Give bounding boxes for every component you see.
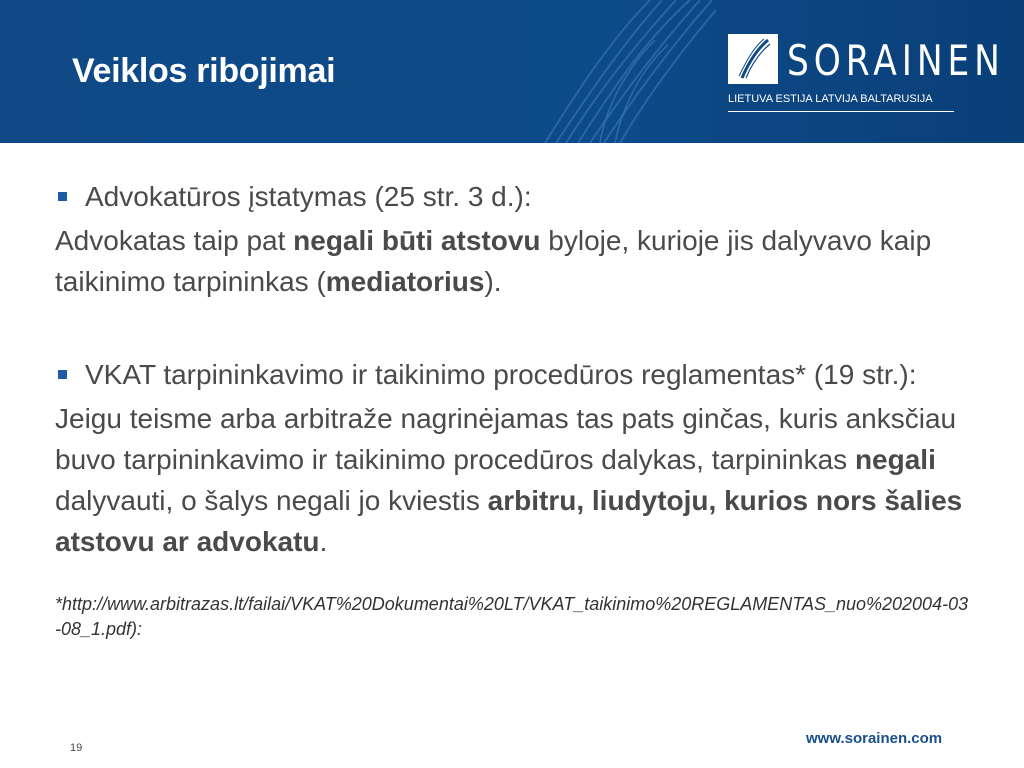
slide-body (55, 178, 970, 642)
paragraph-bold-text: mediatorius (325, 266, 485, 297)
paragraph-text: ). (484, 266, 502, 297)
page-number: 19 (70, 742, 83, 754)
bullet-text: VKAT tarpininkavimo ir taikinimo procedūros reglamentas* (19 str.): (85, 359, 917, 390)
square-bullet-icon (58, 370, 67, 379)
paragraph-text: . (319, 526, 328, 557)
footnote-link-text: *http://www.arbitrazas.lt/failai/VKAT%20Dokumentai%20LT/VKAT_taikinimo%20REGLAMENTAS_nuo%202004-03-08_1.pdf): (55, 594, 969, 639)
paragraph-text: byloje, kurioje jis dalyvavo kaip taikinimo tarpininkas ( (55, 225, 932, 297)
paragraph-text: dalyvauti, o šalys negali jo kviestis (55, 485, 488, 516)
paragraph-text: Jeigu teisme arba arbitraže nagrinėjamas tas pats ginčas, kuris anksčiau buvo tarpininkavimo ir taikinimo procedūros dalykas, tarpininkas (55, 403, 957, 475)
paragraph-text: Advokatas taip pat (55, 225, 294, 256)
slide-title: Veiklos ribojimai (72, 52, 336, 90)
paragraph (55, 398, 970, 562)
sorainen-logo-mark (728, 34, 778, 84)
logo-countries: LIETUVA ESTIJA LATVIJA BALTARUSIJA (728, 93, 933, 105)
bullet-item (55, 178, 970, 216)
header-banner (0, 0, 1024, 143)
bullet-text: Advokatūros įstatymas (25 str. 3 d.): (85, 181, 532, 212)
paragraph-bold-text: arbitru, liudytoju, kurios nors šalies atstovu ar advokatu (55, 485, 963, 557)
paragraph-bold-text: negali būti atstovu (293, 225, 541, 256)
square-bullet-icon (58, 192, 67, 201)
website-link[interactable]: www.sorainen.com (806, 730, 943, 747)
paragraph-bold-text: negali (854, 444, 936, 475)
sorainen-logo-text: SORAINEN (787, 36, 1005, 85)
bullet-item (55, 356, 970, 394)
paragraph (55, 220, 970, 302)
logo-stroke-icon (728, 34, 778, 84)
logo-divider (728, 111, 954, 112)
